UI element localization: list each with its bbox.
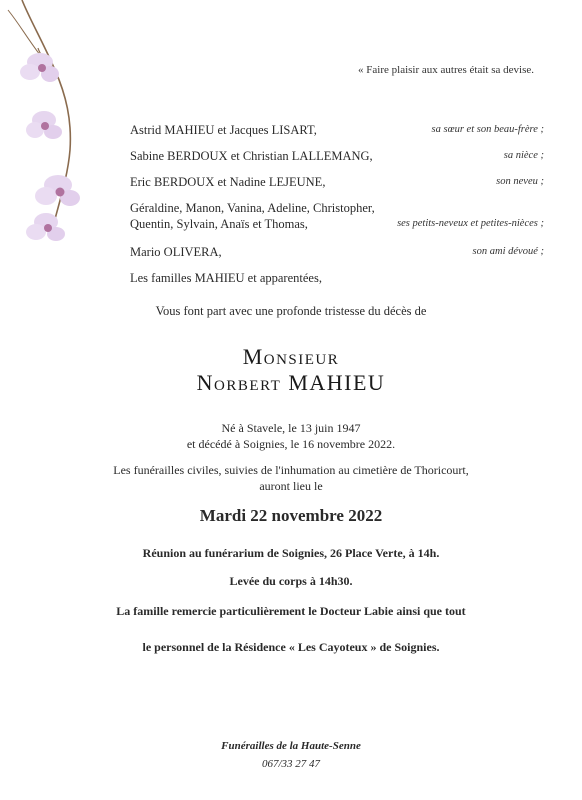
orchid-flower-4 [26, 213, 65, 241]
funeral-info [0, 462, 582, 494]
family-relation: son ami dévoué ; [472, 246, 544, 257]
family-relation: ses petits-neveux et petites-nièces ; [397, 218, 544, 229]
funeral-line-1: Les funérailles civiles, suivies de l'inhumation au cimetière de Thoricourt, [113, 463, 469, 477]
meeting-info: Réunion au funérarium de Soignies, 26 Place Verte, à 14h. [142, 546, 440, 560]
funeral-home-phone: 067/33 27 47 [261, 758, 321, 770]
levee-info: Levée du corps à 14h30. [229, 574, 353, 588]
family-relation: son neveu ; [496, 176, 544, 187]
funeral-home-name: Funérailles de la Haute-Senne [221, 740, 361, 752]
family-row [130, 270, 544, 286]
orchid-flower-2 [26, 111, 62, 139]
orchid-flower-3 [35, 175, 80, 206]
family-row [130, 174, 544, 190]
family-row [130, 244, 544, 260]
family-name: Les familles MAHIEU et apparentées, [130, 271, 322, 285]
family-name: Mario OLIVERA, [130, 245, 222, 259]
family-name: Géraldine, Manon, Vanina, Adeline, Christopher, [130, 201, 375, 215]
born-line: Né à Stavele, le 13 juin 1947 [221, 421, 361, 435]
family-name: Sabine BERDOUX et Christian LALLEMANG, [130, 149, 373, 163]
orchid-flower-1 [20, 53, 59, 82]
family-name: Eric BERDOUX et Nadine LEJEUNE, [130, 175, 326, 189]
family-row [130, 122, 544, 138]
family-relation: sa sœur et son beau-frère ; [431, 124, 544, 135]
thanks-line-2: le personnel de la Résidence « Les Cayoteux » de Soignies. [142, 640, 440, 654]
died-line: et décédé à Soignies, le 16 novembre 2022. [186, 437, 396, 451]
orchid-branch-icon [0, 0, 120, 250]
family-row [130, 200, 544, 232]
announcement-text: Vous font part avec une profonde tristesse du décès de [155, 304, 427, 318]
family-relation: sa nièce ; [503, 150, 544, 161]
funeral-date: Mardi 22 novembre 2022 [199, 506, 383, 525]
family-name-continued: Quentin, Sylvain, Anaïs et Thomas, [130, 217, 308, 231]
thanks-line-1: La famille remercie particulièrement le Docteur Labie ainsi que tout [116, 604, 466, 618]
family-row [130, 148, 544, 164]
quote-text: « Faire plaisir aux autres était sa devise. [358, 64, 534, 76]
birth-death-info [0, 420, 582, 452]
deceased-name: Norbert MAHIEU [196, 370, 386, 395]
family-name: Astrid MAHIEU et Jacques LISART, [130, 123, 317, 137]
deceased-title: Monsieur [242, 344, 340, 369]
funeral-line-2: auront lieu le [259, 479, 323, 493]
